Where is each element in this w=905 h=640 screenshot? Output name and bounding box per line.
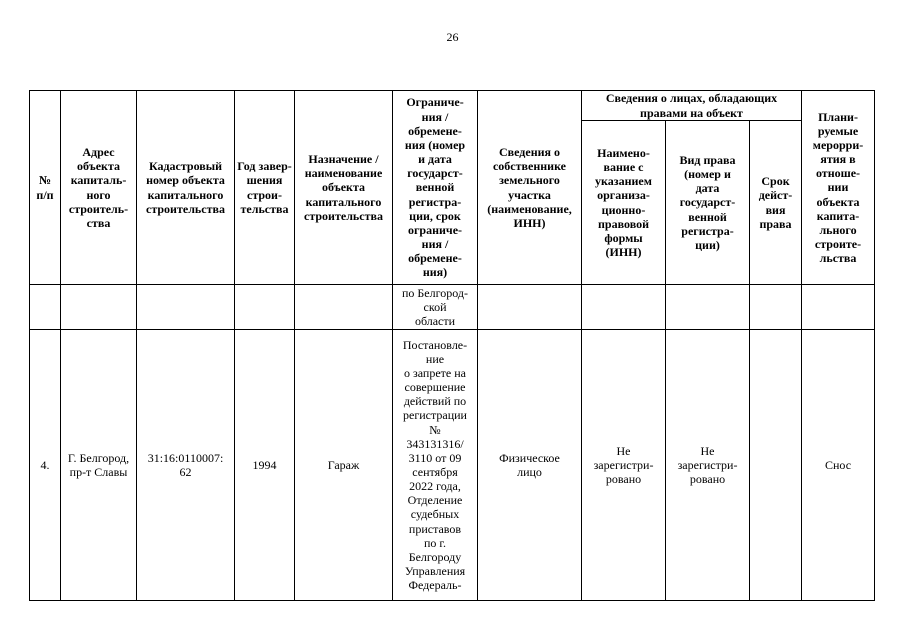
table-cell bbox=[582, 285, 666, 330]
header-cadastral-number: Кадастровый номер объекта капитального строительства bbox=[137, 91, 235, 285]
row-holder-name: Не зарегистри- ровано bbox=[582, 330, 666, 601]
row-completion-year: 1994 bbox=[235, 330, 295, 601]
table-cell bbox=[137, 285, 235, 330]
row-purpose: Гараж bbox=[295, 330, 393, 601]
continuation-row bbox=[30, 285, 875, 330]
row-right-type: Не зарегистри- ровано bbox=[666, 330, 750, 601]
table-cell bbox=[61, 285, 137, 330]
header-right-type: Вид права (номер и дата государст- венной регистра- ции) bbox=[666, 121, 750, 285]
page-number: 26 bbox=[446, 30, 459, 44]
header-completion-year: Год завер- шения строи- тельства bbox=[235, 91, 295, 285]
continuation-restrictions: по Белгород- ской области bbox=[393, 285, 478, 330]
header-num: № п/п bbox=[30, 91, 61, 285]
header-restrictions: Ограниче- ния / обремене- ния (номер и дата государст- венной регистра- ции, срок ограниче- ния / обремене- ния) bbox=[393, 91, 478, 285]
row-address: Г. Белгород, пр-т Славы bbox=[61, 330, 137, 601]
row-num: 4. bbox=[30, 330, 61, 601]
row-cadastral-number: 31:16:0110007: 62 bbox=[137, 330, 235, 601]
table-cell bbox=[30, 285, 61, 330]
header-address: Адрес объекта капиталь- ного строитель- ства bbox=[61, 91, 137, 285]
header-land-owner: Сведения о собственнике земельного участка (наименование, ИНН) bbox=[478, 91, 582, 285]
row-planned-measures: Снос bbox=[802, 330, 875, 601]
header-holder-name: Наимено- вание с указанием организа- ционно- правовой формы (ИНН) bbox=[582, 121, 666, 285]
header-purpose: Назначение / наименование объекта капитального строительства bbox=[295, 91, 393, 285]
row-restrictions: Постановле- ние о запрете на совершение действий по регистрации № 343131316/ 3110 от 09 сентября 2022 года, Отделение судебных приставов по г. Белгороду Управления Федераль- bbox=[393, 330, 478, 601]
row-land-owner: Физическое лицо bbox=[478, 330, 582, 601]
header-right-term: Срок дейст- вия права bbox=[750, 121, 802, 285]
table-cell bbox=[478, 285, 582, 330]
header-rights-group: Сведения о лицах, обладающих правами на объект bbox=[582, 91, 802, 121]
table-cell bbox=[750, 285, 802, 330]
table-row bbox=[30, 330, 875, 601]
table-cell bbox=[295, 285, 393, 330]
table-cell bbox=[802, 285, 875, 330]
table-cell bbox=[235, 285, 295, 330]
registry-table bbox=[29, 90, 875, 601]
table-cell bbox=[666, 285, 750, 330]
row-right-term bbox=[750, 330, 802, 601]
header-planned-measures: Плани- руемые мероpри- ятия в отноше- нии объекта капита- льного строите- льства bbox=[802, 91, 875, 285]
